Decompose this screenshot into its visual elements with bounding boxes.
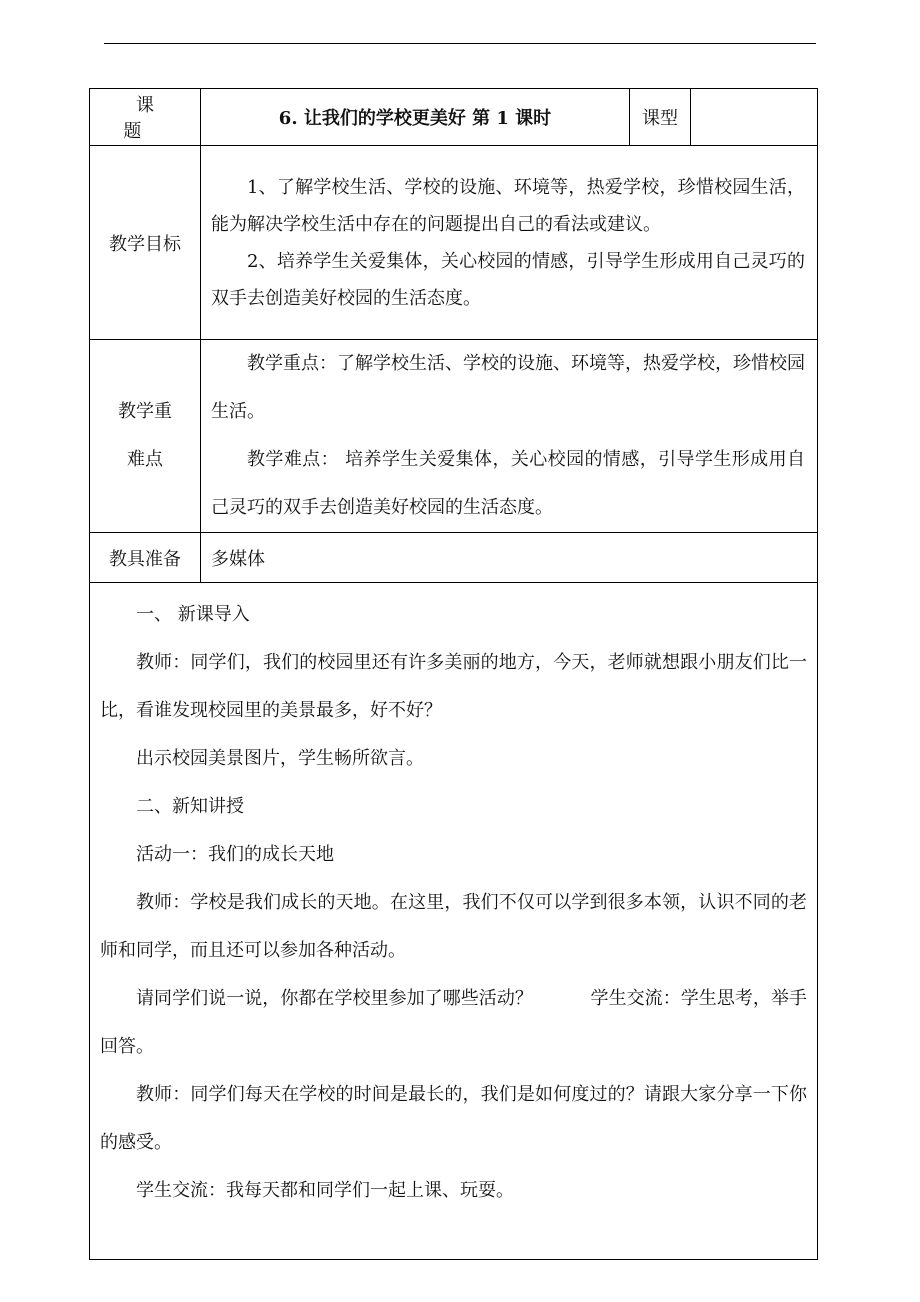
process-paragraph: 学生交流：我每天都和同学们一起上课、玩耍。: [136, 1180, 514, 1201]
tools-label-cell: [90, 533, 201, 583]
process-paragraph: 一、 新课导入: [136, 604, 250, 625]
goals-content-cell: [201, 146, 818, 340]
type-label: 课型: [642, 108, 678, 129]
title-label: 课题: [123, 95, 180, 142]
process-paragraph: 请同学们说一说，你都在学校里参加了哪些活动？ 学生交流：学生思考，举手回答。: [100, 988, 807, 1057]
process-paragraph: 出示校园美景图片，学生畅所欲言。: [136, 748, 424, 769]
process-paragraph: 教师：学校是我们成长的天地。在这里，我们不仅可以学到很多本领，认识不同的老师和同学，而且还可以参加各种活动。: [100, 892, 807, 961]
header-rule: [104, 43, 816, 44]
type-value-cell: [691, 89, 818, 146]
process-paragraph: 教师：同学们每天在学校的时间是最长的，我们是如何度过的？请跟大家分享一下你的感受。: [100, 1084, 807, 1153]
lesson-title: 6. 让我们的学校更美好 第 1 课时: [278, 108, 552, 129]
process-row: [90, 583, 818, 1260]
process-content-cell: [90, 583, 818, 1260]
goals-label-cell: [90, 146, 201, 340]
goal-item: 2、培养学生关爱集体，关心校园的情感，引导学生形成用自己灵巧的双手去创造美好校园的生活态度。: [211, 250, 805, 309]
tools-value: 多媒体: [211, 548, 265, 570]
lesson-plan-table: [89, 88, 818, 1260]
title-label-cell: [90, 89, 201, 146]
goal-item: 1、了解学校生活、学校的设施、环境等，热爱学校，珍惜校园生活，能为解决学校生活中存在的问题提出自己的看法或建议。: [211, 176, 805, 235]
tools-value-cell: [201, 533, 818, 583]
title-value-cell: [201, 89, 630, 146]
keypoints-row: [90, 340, 818, 533]
process-paragraph: 二、新知讲授: [136, 796, 244, 817]
process-paragraph: 活动一：我们的成长天地: [136, 844, 334, 865]
tools-label: 教具准备: [109, 548, 181, 570]
title-row: [90, 89, 818, 146]
keypoints-label-line2: 难点: [127, 449, 163, 470]
goals-row: [90, 146, 818, 340]
key-point: 教学重点：了解学校生活、学校的设施、环境等，热爱学校，珍惜校园生活。: [211, 353, 805, 422]
difficult-point: 教学难点： 培养学生关爱集体，关心校园的情感，引导学生形成用自己灵巧的双手去创造美好校园的生活态度。: [211, 449, 805, 518]
keypoints-label-line1: 教学重: [118, 401, 172, 422]
type-label-cell: [630, 89, 691, 146]
goals-label: 教学目标: [109, 233, 181, 255]
process-paragraph: 教师：同学们，我们的校园里还有许多美丽的地方，今天，老师就想跟小朋友们比一比，看谁发现校园里的美景最多，好不好？: [100, 652, 807, 721]
tools-row: [90, 533, 818, 583]
keypoints-label-cell: [90, 340, 201, 533]
keypoints-content-cell: [201, 340, 818, 533]
